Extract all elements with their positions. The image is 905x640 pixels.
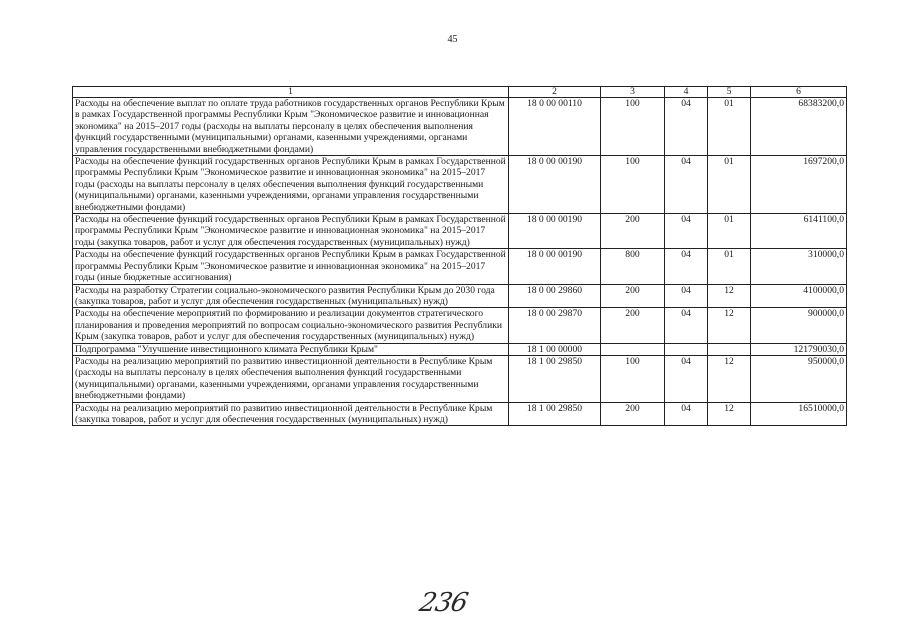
expense-type-code: 200 — [601, 308, 665, 343]
row-description: Расходы на обеспечение функций государственных органов Республики Крым в рамках Государственной программы Республики Крым "Экономическое развитие и инновационная экономика" на 2015–2017 годы (иные бюджетные ассигнования) — [73, 249, 509, 284]
subsection-code: 01 — [708, 156, 751, 214]
table-header-row — [73, 87, 847, 98]
subsection-code: 12 — [708, 402, 751, 426]
row-description: Расходы на реализацию мероприятий по развитию инвестиционной деятельности в Республике Крым (расходы на выплаты персоналу в целях обеспечения выполнения функций государственными (муниципальными) органами, казенными учреждениями, органами управления государственными внебюджетными фондами) — [73, 355, 509, 402]
table-row — [73, 402, 847, 426]
target-article-code: 18 0 00 00190 — [509, 249, 601, 284]
section-code: 04 — [665, 402, 708, 426]
budget-table — [72, 86, 847, 426]
row-description: Расходы на обеспечение мероприятий по формированию и реализации документов стратегического планирования и проведения мероприятий по вопросам социально-экономического развития Республики Крым (закупка товаров, работ и услуг для обеспечения государственных (муниципальных) нужд) — [73, 308, 509, 343]
amount-value: 68383200,0 — [751, 98, 847, 156]
row-description: Расходы на обеспечение функций государственных органов Республики Крым в рамках Государственной программы Республики Крым "Экономическое развитие и инновационная экономика" на 2015–2017 годы (расходы на выплаты персоналу в целях обеспечения выполнения функций государственными (муниципальными) органами, казенными учреждениями, органами управления государственными внебюджетными фондами) — [73, 156, 509, 214]
subsection-code: 01 — [708, 249, 751, 284]
column-header-5: 5 — [708, 87, 751, 98]
expense-type-code: 100 — [601, 98, 665, 156]
row-description: Расходы на обеспечение выплат по оплате труда работников государственных органов Республики Крым в рамках Государственной программы Республики Крым "Экономическое развитие и инновационная экономика" на 2015–2017 годы (расходы на выплаты персоналу в целях обеспечения выполнения функций государственными (муниципальными) органами, казенными учреждениями, органами управления государственными внебюджетными фондами) — [73, 98, 509, 156]
section-code: 04 — [665, 98, 708, 156]
column-header-2: 2 — [509, 87, 601, 98]
target-article-code: 18 0 00 00110 — [509, 98, 601, 156]
section-code — [665, 343, 708, 355]
amount-value: 1697200,0 — [751, 156, 847, 214]
table-row — [73, 308, 847, 343]
subsection-code: 12 — [708, 355, 751, 402]
column-header-6: 6 — [751, 87, 847, 98]
expense-type-code: 100 — [601, 156, 665, 214]
target-article-code: 18 0 00 29870 — [509, 308, 601, 343]
expense-type-code: 200 — [601, 284, 665, 308]
expense-type-code: 800 — [601, 249, 665, 284]
amount-value: 6141100,0 — [751, 214, 847, 249]
amount-value: 4100000,0 — [751, 284, 847, 308]
section-code: 04 — [665, 156, 708, 214]
target-article-code: 18 1 00 00000 — [509, 343, 601, 355]
expense-type-code: 200 — [601, 402, 665, 426]
column-header-4: 4 — [665, 87, 708, 98]
table-row — [73, 249, 847, 284]
expense-type-code: 200 — [601, 214, 665, 249]
row-description: Расходы на реализацию мероприятий по развитию инвестиционной деятельности в Республике Крым (закупка товаров, работ и услуг для обеспечения государственных (муниципальных) нужд) — [73, 402, 509, 426]
target-article-code: 18 0 00 00190 — [509, 214, 601, 249]
table-row — [73, 284, 847, 308]
table-row — [73, 98, 847, 156]
target-article-code: 18 1 00 29850 — [509, 402, 601, 426]
section-code: 04 — [665, 249, 708, 284]
target-article-code: 18 0 00 00190 — [509, 156, 601, 214]
target-article-code: 18 0 00 29860 — [509, 284, 601, 308]
table-row — [73, 343, 847, 355]
table-row — [73, 214, 847, 249]
section-code: 04 — [665, 214, 708, 249]
subsection-code: 01 — [708, 214, 751, 249]
column-header-1: 1 — [73, 87, 509, 98]
table-row — [73, 355, 847, 402]
subsection-code: 01 — [708, 98, 751, 156]
row-description: Расходы на разработку Стратегии социально-экономического развития Республики Крым до 2030 года (закупка товаров, работ и услуг для обеспечения государственных (муниципальных) нужд) — [73, 284, 509, 308]
expense-type-code — [601, 343, 665, 355]
row-description: Расходы на обеспечение функций государственных органов Республики Крым в рамках Государственной программы Республики Крым "Экономическое развитие и инновационная экономика" на 2015–2017 годы (закупка товаров, работ и услуг для обеспечения государственных (муниципальных) нужд) — [73, 214, 509, 249]
amount-value: 16510000,0 — [751, 402, 847, 426]
table-row — [73, 156, 847, 214]
amount-value: 310000,0 — [751, 249, 847, 284]
subsection-code: 12 — [708, 308, 751, 343]
amount-value: 950000,0 — [751, 355, 847, 402]
handwritten-page-mark: 236 — [416, 588, 470, 618]
page-number: 45 — [447, 34, 458, 45]
row-description: Подпрограмма "Улучшение инвестиционного климата Республики Крым" — [73, 343, 509, 355]
amount-value: 900000,0 — [751, 308, 847, 343]
target-article-code: 18 1 00 29850 — [509, 355, 601, 402]
section-code: 04 — [665, 355, 708, 402]
amount-value: 121790030,0 — [751, 343, 847, 355]
subsection-code: 12 — [708, 284, 751, 308]
expense-type-code: 100 — [601, 355, 665, 402]
table-body — [73, 98, 847, 426]
section-code: 04 — [665, 308, 708, 343]
column-header-3: 3 — [601, 87, 665, 98]
section-code: 04 — [665, 284, 708, 308]
subsection-code — [708, 343, 751, 355]
